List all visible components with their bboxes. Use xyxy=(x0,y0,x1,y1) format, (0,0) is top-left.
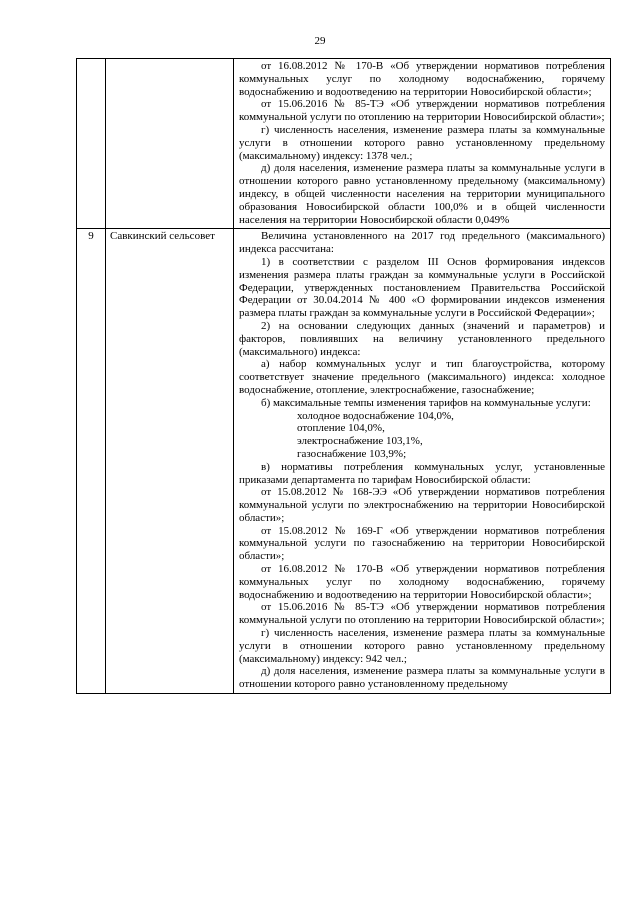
paragraph: д) доля населения, изменение размера платы за коммунальные услуги в отношении которого равно установленному предельному xyxy=(239,665,605,691)
municipality-name xyxy=(106,59,233,60)
municipality-table xyxy=(76,58,611,694)
municipality-name-cell xyxy=(106,229,234,694)
tariff-line: газоснабжение 103,9%; xyxy=(297,447,407,460)
page-number: 29 xyxy=(314,35,326,47)
paragraph: в) нормативы потребления коммунальных услуг, установленные приказами департамента по тарифам Новосибирской области: xyxy=(239,460,605,486)
description-cell xyxy=(234,59,611,229)
paragraph: 1) в соответствии с разделом III Основ формирования индексов изменения размера платы граждан за коммунальные услуги в Российской Федерации, утвержденных постановлением Правительства Российской Федерации от 30.04.2014 № 400 «О формировании индексов изменения размера платы граждан за коммунальные услуги в Российской Федерации»; xyxy=(239,255,605,320)
paragraph: б) максимальные темпы изменения тарифов на коммунальные услуги: xyxy=(261,396,591,409)
row-number xyxy=(77,59,105,60)
paragraph: г) численность населения, изменение размера платы за коммунальные услуги в отношении которого равно установленному предельному (максимальному) индексу: 942 чел.; xyxy=(239,627,605,665)
row-number-cell xyxy=(77,229,106,694)
paragraph: от 15.08.2012 № 168-ЭЭ «Об утверждении нормативов потребления коммунальной услуги по электроснабжению на территории Новосибирской области»; xyxy=(239,486,605,524)
paragraph: 2) на основании следующих данных (значений и параметров) и факторов, повлиявших на величину установленного предельного (максимального) индекса: xyxy=(239,319,605,358)
paragraph: от 15.06.2016 № 85-ТЭ «Об утверждении нормативов потребления коммунальной услуги по отоплению на территории Новосибирской области»; xyxy=(239,601,605,627)
paragraph: а) набор коммунальных услуг и тип благоустройства, которому соответствует значение предельного (максимального) индекса: холодное водоснабжение, отопление, электроснабжение, газоснабжение; xyxy=(239,358,605,396)
tariff-line: отопление 104,0%, xyxy=(297,422,385,435)
paragraph: д) доля населения, изменение размера платы за коммунальные услуги в отношении которого равно установленному предельному (максимальному) индексу, в общей численности населения на территории муниципального образования Новосибирской области 100,0% и в общей численности населения на территории Новосибирской области 0,049% xyxy=(239,162,605,226)
description-cell xyxy=(234,229,611,694)
tariff-line: холодное водоснабжение 104,0%, xyxy=(297,409,454,422)
table-row xyxy=(77,229,611,694)
paragraph: от 16.08.2012 № 170-В «Об утверждении нормативов потребления коммунальных услуг по холодному водоснабжению, горячему водоснабжению и водоотведению на территории Новосибирской области»; xyxy=(239,563,605,601)
paragraph: г) численность населения, изменение размера платы за коммунальные услуги в отношении которого равно установленному предельному (максимальному) индексу: 1378 чел.; xyxy=(239,123,605,162)
paragraph: от 15.08.2012 № 169-Г «Об утверждении нормативов потребления коммунальной услуги по газоснабжению на территории Новосибирской области»; xyxy=(239,524,605,563)
paragraph: Величина установленного на 2017 год предельного (максимального) индекса рассчитана: xyxy=(239,230,605,256)
municipality-name: Савкинский сельсовет xyxy=(110,230,215,243)
row-number: 9 xyxy=(88,230,94,243)
table-row xyxy=(77,59,611,229)
paragraph: от 15.06.2016 № 85-ТЭ «Об утверждении нормативов потребления коммунальной услуги по отоплению на территории Новосибирской области»; xyxy=(239,98,605,124)
paragraph: от 16.08.2012 № 170-В «Об утверждении нормативов потребления коммунальных услуг по холодному водоснабжению, горячему водоснабжению и водоотведению на территории Новосибирской области»; xyxy=(239,60,605,98)
municipality-name-cell xyxy=(106,59,234,229)
row-number-cell xyxy=(77,59,106,229)
tariff-line: электроснабжение 103,1%, xyxy=(297,435,423,448)
